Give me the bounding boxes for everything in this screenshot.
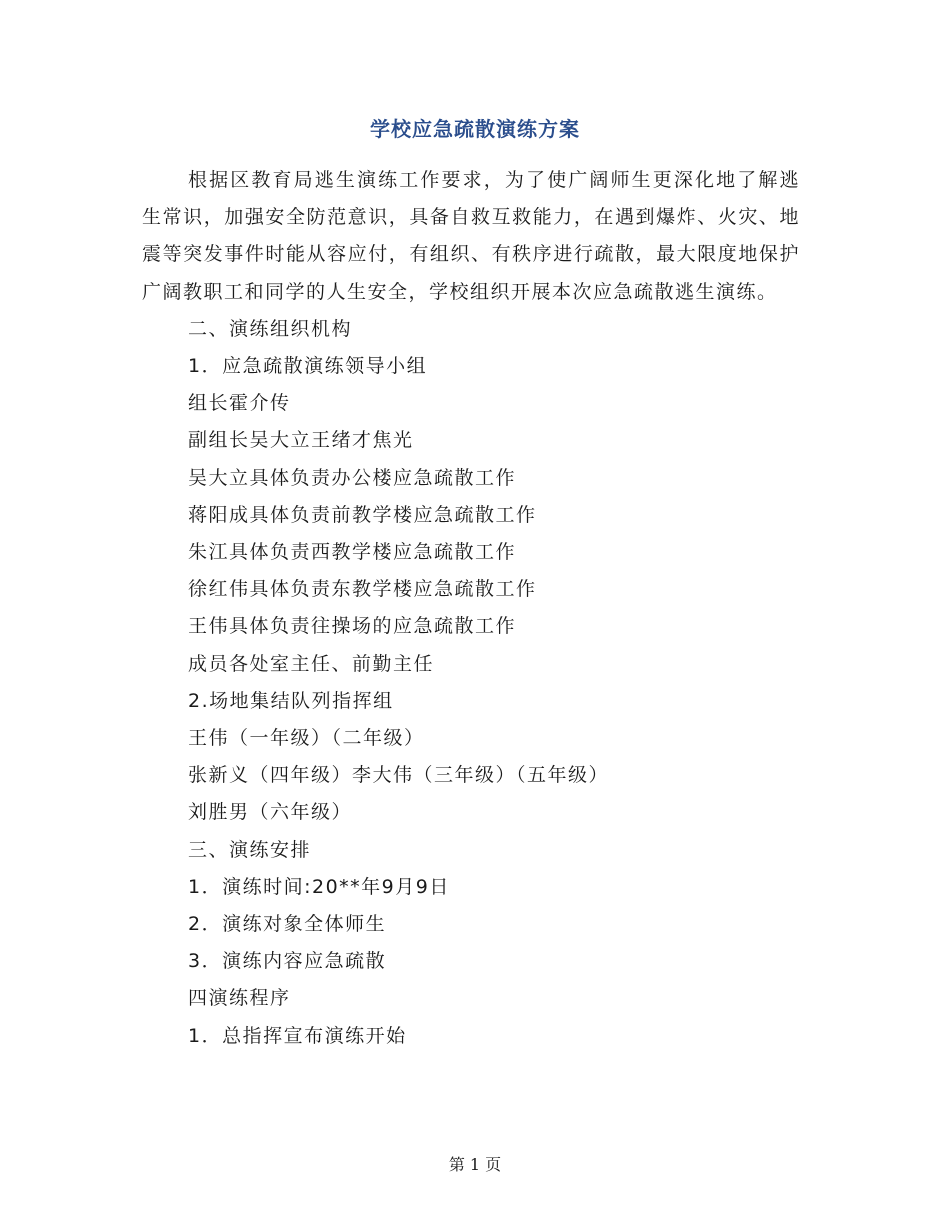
text-line-deputy-leaders: 副组长吴大立王绪才焦光 — [188, 429, 414, 452]
intro-paragraph: 根据区教育局逃生演练工作要求，为了使广阔师生更深化地了解逃生常识，加强安全防范意识，具备自救互救能力，在遇到爆炸、火灾、地震等突发事件时能从容应付，有组织、有秩序进行疏散，最大限度地保护广阔教职工和同学的人生安全，学校组织开展本次应急疏散逃生演练。 — [142, 169, 800, 303]
text-line-procedure-step-1: 1．总指挥宣布演练开始 — [188, 1024, 407, 1047]
text-line-drill-content: 3．演练内容应急疏散 — [188, 950, 387, 973]
subsection-leadership-group: 1．应急疏散演练领导小组 — [188, 355, 428, 378]
page-number: 第 1 页 — [448, 1155, 502, 1174]
text-line-grade-1-2: 王伟（一年级）（二年级） — [188, 727, 425, 750]
section-heading-organization: 二、演练组织机构 — [188, 317, 353, 340]
text-line-drill-participants: 2．演练对象全体师生 — [188, 913, 387, 936]
text-line-drill-time: 1．演练时间:20**年9月9日 — [188, 875, 450, 898]
text-line-front-building: 蒋阳成具体负责前教学楼应急疏散工作 — [188, 503, 537, 526]
document-title: 学校应急疏散演练方案 — [370, 117, 580, 141]
text-line-grade-6: 刘胜男（六年级） — [188, 801, 353, 824]
text-line-east-building: 徐红伟具体负责东教学楼应急疏散工作 — [188, 578, 537, 601]
text-line-office-building: 吴大立具体负责办公楼应急疏散工作 — [188, 466, 517, 489]
text-line-grade-3-4-5: 张新义（四年级）李大伟（三年级）（五年级） — [188, 764, 610, 787]
subsection-assembly-group: 2.场地集结队列指挥组 — [188, 689, 394, 712]
document-body — [142, 162, 800, 1055]
text-line-members: 成员各处室主任、前勤主任 — [188, 652, 435, 675]
text-line-west-building: 朱江具体负责西教学楼应急疏散工作 — [188, 541, 517, 564]
text-line-group-leader: 组长霍介传 — [188, 392, 291, 415]
section-heading-arrangement: 三、演练安排 — [188, 838, 312, 861]
text-line-playground: 王伟具体负责往操场的应急疏散工作 — [188, 615, 517, 638]
section-heading-procedure: 四演练程序 — [188, 987, 291, 1010]
